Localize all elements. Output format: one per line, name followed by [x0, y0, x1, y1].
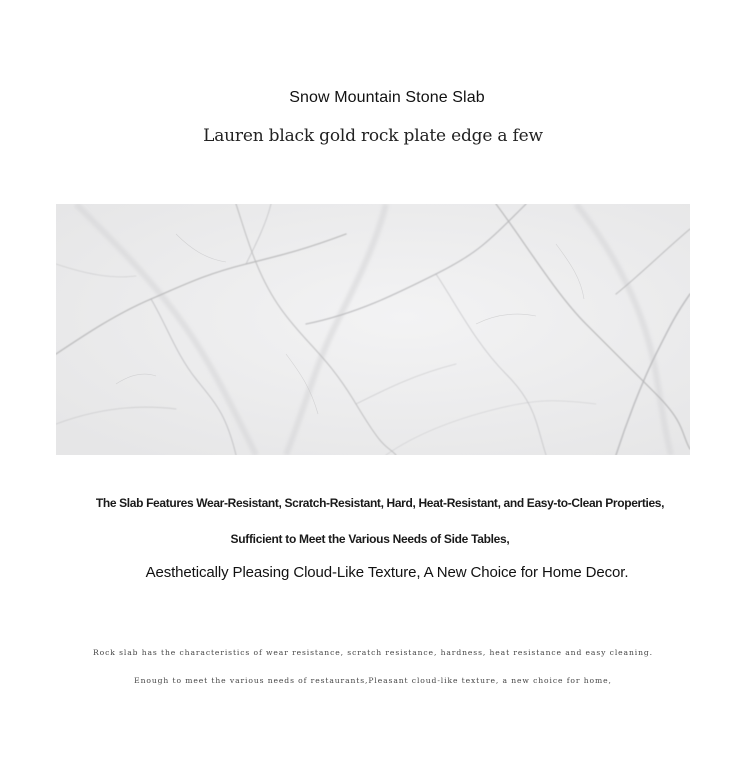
page-subtitle: Lauren black gold rock plate edge a few: [203, 126, 543, 146]
marble-vein-texture: [56, 204, 690, 455]
footnote-line-1: Rock slab has the characteristics of wear resistance, scratch resistance, hardness, heat resistance and easy cleaning.: [93, 648, 653, 657]
feature-line-1: The Slab Features Wear-Resistant, Scratch-Resistant, Hard, Heat-Resistant, and Easy-to-Clean Properties,: [95, 496, 665, 510]
footnote-line-2: Enough to meet the various needs of restaurants,Pleasant cloud-like texture, a new choice for home,: [134, 676, 612, 685]
feature-line-2: Sufficient to Meet the Various Needs of Side Tables,: [230, 532, 510, 546]
page-title: Snow Mountain Stone Slab: [289, 89, 485, 106]
marble-slab-image: [56, 204, 690, 455]
feature-line-3: Aesthetically Pleasing Cloud-Like Texture, A New Choice for Home Decor.: [145, 564, 629, 581]
